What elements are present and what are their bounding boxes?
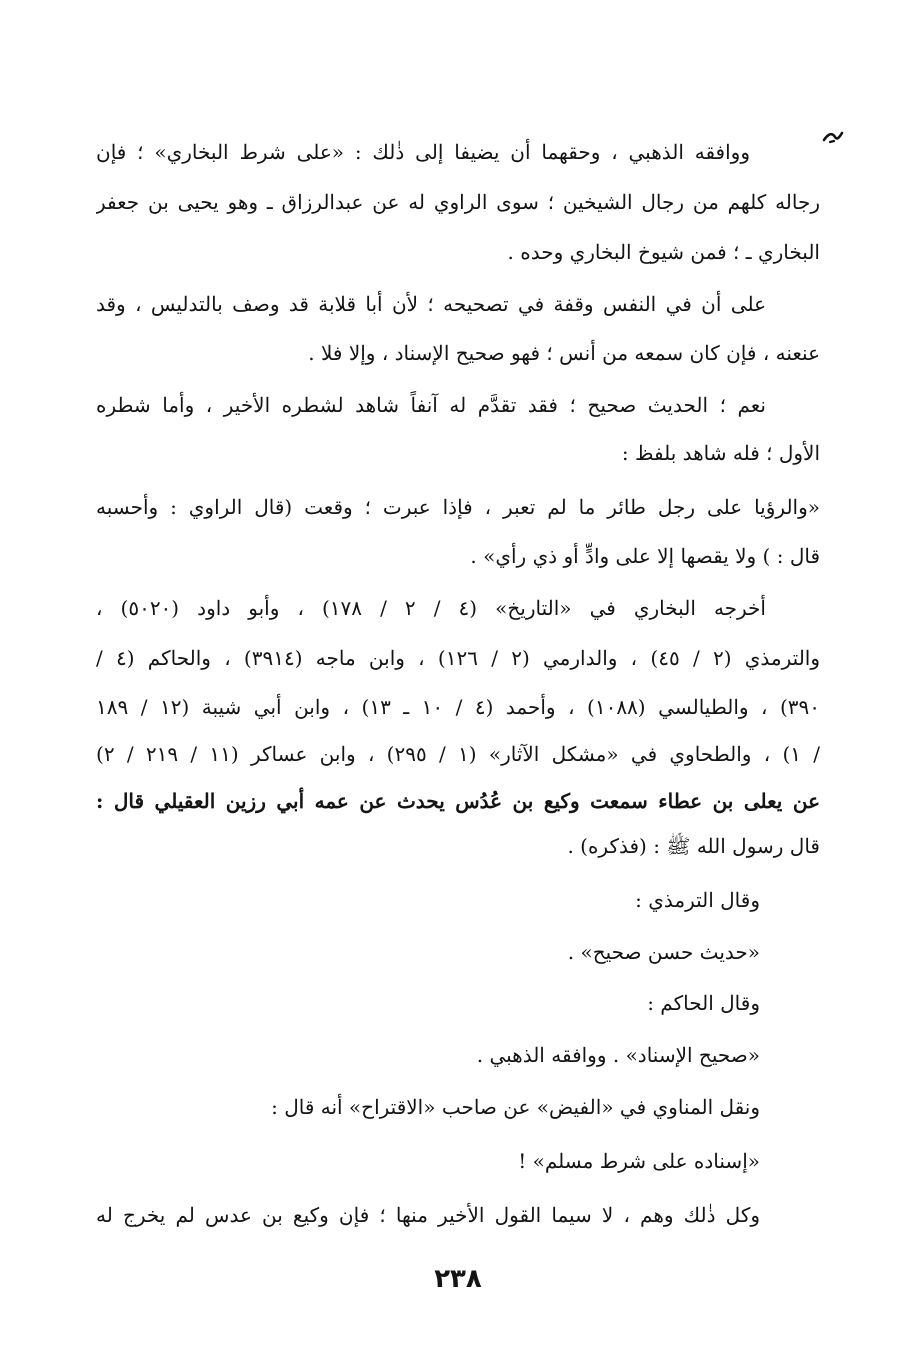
text-line-14: عن يعلى بن عطاء سمعت وكيع بن عُدُس يحدث عن عمه أبي رزين العقيلي قال :: [96, 789, 820, 813]
text-line-12: ٣٩٠) ، والطيالسي (١٠٨٨) ، وأحمد (٤ / ١٠ ـ ١٣) ، وابن أبي شيبة (١٢ / ١٨٩: [96, 695, 820, 719]
text-line-15: قال رسول الله ﷺ : (فذكره) .: [567, 834, 820, 858]
text-line-8: «والرؤيا على رجل طائر ما لم تعبر ، فإذا عبرت ؛ وقعت (قال الراوي : وأحسبه: [96, 495, 820, 519]
text-line-21: «إسناده على شرط مسلم» !: [518, 1149, 760, 1173]
text-line-13: / ١) ، والطحاوي في «مشكل الآثار» (١ / ٢٩٥) ، وابن عساكر (١١ / ٢١٩ / ٢): [96, 742, 820, 766]
text-line-10: أخرجه البخاري في «التاريخ» (٤ / ٢ / ١٧٨) ، وأبو داود (٥٠٢٠) ،: [96, 596, 766, 620]
text-line-17: «حديث حسن صحيح» .: [567, 940, 760, 964]
text-line-2: رجاله كلهم من رجال الشيخين ؛ سوى الراوي له عن عبدالرزاق ـ وهو يحيى بن جعفر: [96, 190, 820, 214]
text-line-22: وكل ذٰلك وهم ، لا سيما القول الأخير منها ؛ فإن وكيع بن عدس لم يخرج له: [96, 1203, 760, 1227]
text-line-18: وقال الحاكم :: [647, 991, 760, 1015]
text-line-7: الأول ؛ فله شاهد بلفظ :: [621, 441, 820, 465]
text-line-9: قال : ) ولا يقصها إلا على وادٍّ أو ذي رأي» .: [470, 544, 820, 568]
text-line-1: ووافقه الذهبي ، وحقهما أن يضيفا إلى ذٰلك : «على شرط البخاري» ؛ فإن: [96, 140, 750, 164]
text-line-5: عنعنه ، فإن كان سمعه من أنس ؛ فهو صحيح الإسناد ، وإلا فلا .: [308, 341, 820, 365]
text-line-3: البخاري ـ ؛ فمن شيوخ البخاري وحده .: [507, 240, 820, 264]
margin-mark-icon: [822, 128, 844, 146]
text-line-19: «صحيح الإسناد» . ووافقه الذهبي .: [476, 1043, 760, 1067]
text-line-20: ونقل المناوي في «الفيض» عن صاحب «الاقتراح» أنه قال :: [271, 1095, 760, 1119]
page-number: ٢٣٨: [434, 1264, 482, 1294]
text-line-6: نعم ؛ الحديث صحيح ؛ فقد تقدَّم له آنفاً شاهد لشطره الأخير ، وأما شطره: [96, 393, 766, 417]
text-line-16: وقال الترمذي :: [635, 888, 760, 912]
text-line-11: والترمذي (٢ / ٤٥) ، والدارمي (٢ / ١٢٦) ، وابن ماجه (٣٩١٤) ، والحاكم (٤ /: [96, 646, 820, 670]
text-line-4: على أن في النفس وقفة في تصحيحه ؛ لأن أبا قلابة قد وصف بالتدليس ، وقد: [96, 292, 766, 316]
